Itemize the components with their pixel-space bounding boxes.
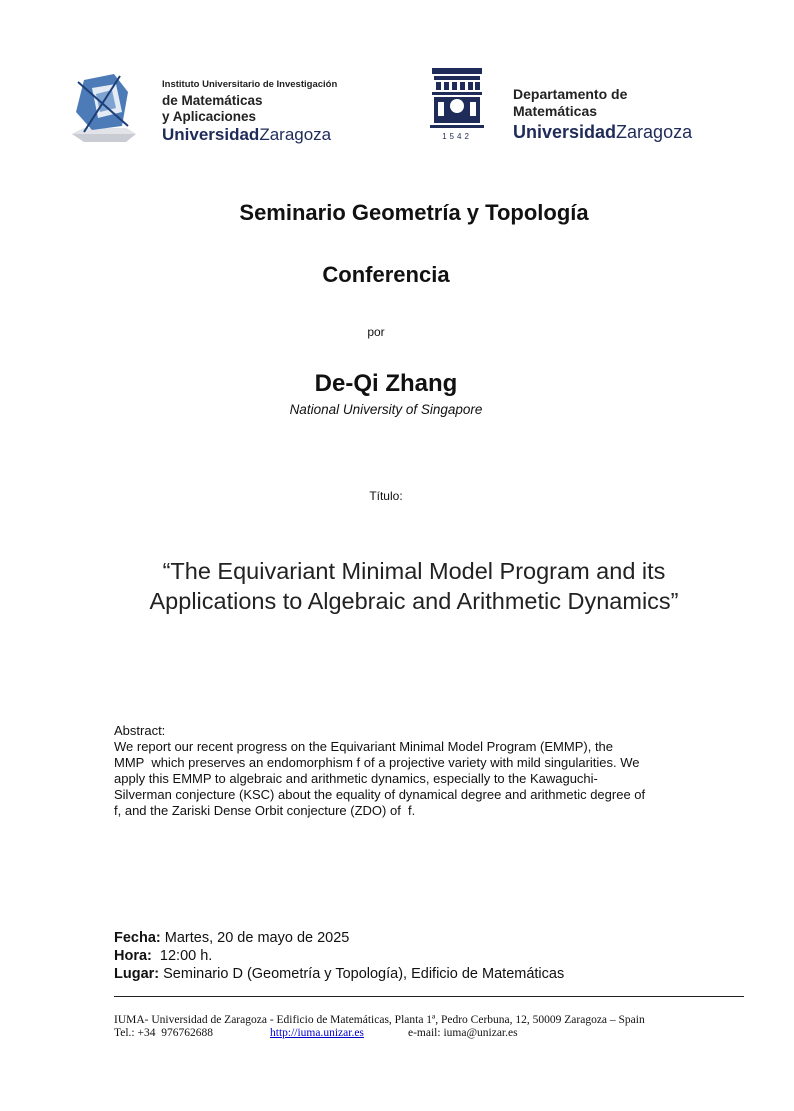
place-value: Seminario D (Geometría y Topología), Edificio de Matemáticas	[159, 966, 565, 982]
footer-email: e-mail: iuma@unizar.es	[408, 1027, 518, 1039]
dept-line1: Departamento de	[513, 86, 628, 102]
seminar-title: Seminario Geometría y Topología	[239, 200, 589, 225]
university-wordmark-right: UniversidadZaragoza	[513, 121, 693, 142]
abstract-line: Silverman conjecture (KSC) about the equality of dynamical degree and arithmetic degree of	[114, 787, 646, 802]
abstract-body	[114, 739, 730, 819]
institute-name-line2: y Aplicaciones	[162, 108, 257, 124]
footer-address: IUMA- Universidad de Zaragoza - Edificio de Matemáticas, Planta 1ª, Pedro Cerbuna, 12, 50009 Zaragoza – Spain	[114, 1014, 645, 1026]
talk-title-line1: “The Equivariant Minimal Model Program and its	[162, 558, 666, 584]
speaker-name: De-Qi Zhang	[314, 370, 458, 397]
time-row	[114, 947, 754, 965]
abstract-line: We report our recent progress on the Equivariant Minimal Model Program (EMMP), the	[114, 739, 614, 754]
iuma-logo-text	[162, 80, 362, 143]
dept-line2: Matemáticas	[513, 102, 598, 119]
university-building-logo	[430, 66, 484, 148]
place-row	[114, 965, 754, 983]
footer-phone: Tel.: +34 976762688	[114, 1027, 213, 1039]
by-label: por	[367, 325, 385, 339]
talk-title	[80, 556, 748, 616]
date-row	[114, 929, 754, 947]
institute-line: Instituto Universitario de Investigación	[162, 79, 338, 90]
event-details	[114, 929, 754, 983]
event-type: Conferencia	[322, 262, 450, 287]
time-label: Hora:	[114, 948, 152, 964]
iuma-logo	[70, 72, 140, 148]
date-value: Martes, 20 de mayo de 2025	[160, 930, 350, 946]
institute-name-line1: de Matemáticas	[162, 92, 263, 108]
speaker-affiliation: National University of Singapore	[289, 402, 483, 417]
department-logo-text	[513, 86, 733, 143]
abstract-line: f, and the Zariski Dense Orbit conjecture (ZDO) of f.	[114, 803, 416, 818]
title-label: Título:	[369, 489, 403, 503]
abstract-label: Abstract:	[114, 723, 166, 738]
date-label: Fecha:	[114, 930, 161, 946]
footer-contact	[114, 1027, 754, 1039]
talk-title-line2: Applications to Algebraic and Arithmetic Dynamics”	[149, 588, 679, 614]
footer-divider	[114, 996, 744, 997]
university-wordmark-left: UniversidadZaragoza	[162, 124, 332, 144]
place-label: Lugar:	[114, 966, 160, 982]
abstract-line: apply this EMMP to algebraic and arithmetic dynamics, especially to the Kawaguchi-	[114, 771, 598, 786]
footer-website-link[interactable]: http://iuma.unizar.es	[270, 1027, 364, 1039]
abstract-line: MMP which preserves an endomorphism f of a projective variety with mild singularities. We	[114, 755, 640, 770]
logo-year: 1542	[442, 132, 472, 141]
time-value: 12:00 h.	[151, 948, 213, 964]
